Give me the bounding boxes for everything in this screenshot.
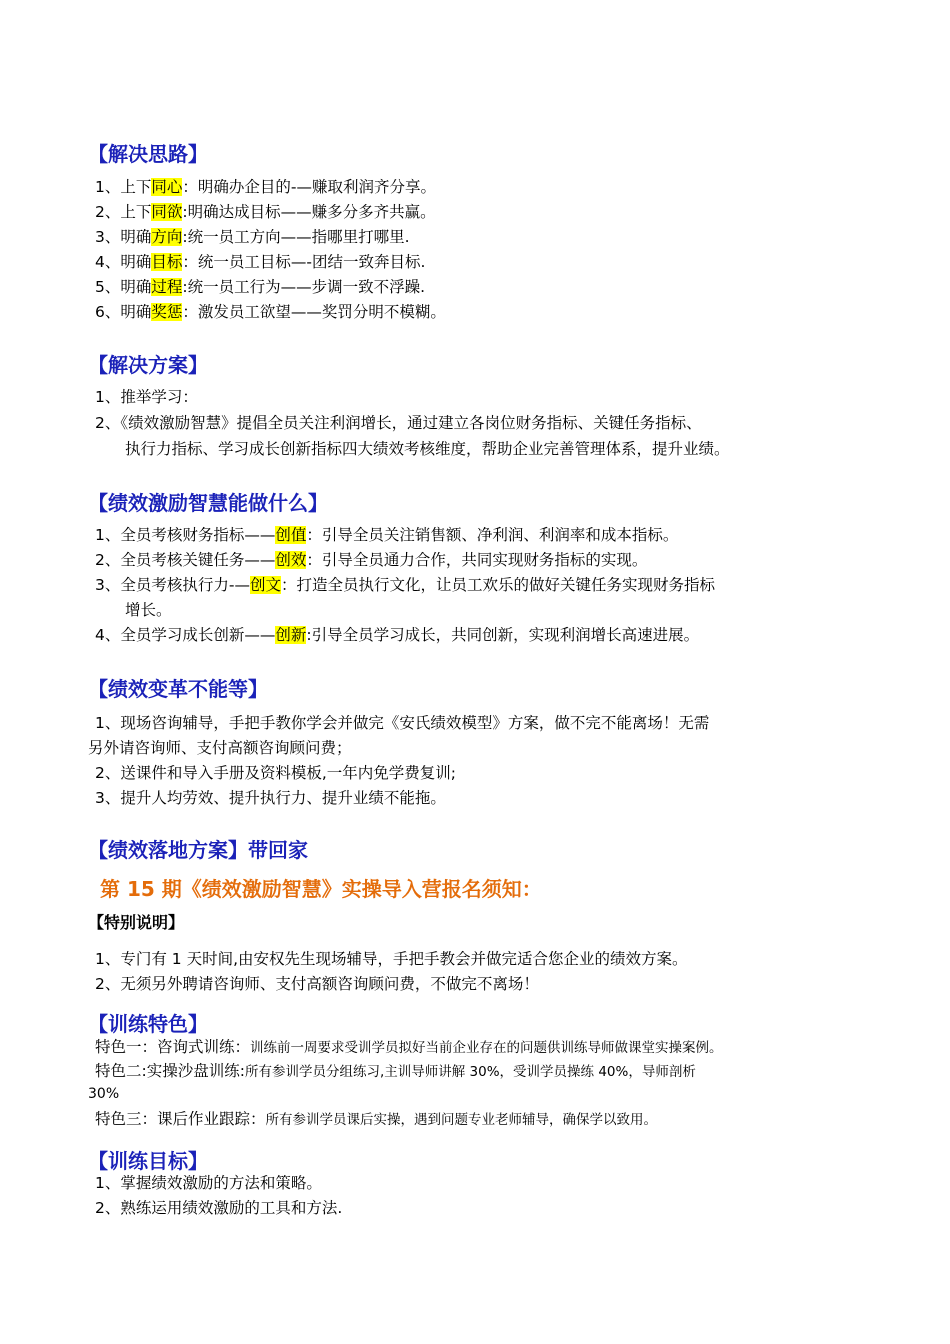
item-prefix: 1、全员考核财务指标——	[95, 526, 276, 544]
list-item-continuation: 增长。	[125, 601, 172, 619]
list-item: 3、提升人均劳效、提升执行力、提升业绩不能拖。	[95, 789, 446, 807]
section-title-what-can-do: 【绩效激励智慧能做什么】	[88, 491, 328, 515]
list-item	[95, 200, 436, 224]
list-item: 1、现场咨询辅导，手把手教你学会并做完《安氏绩效模型》方案，做不完不能离场！无需	[95, 714, 710, 732]
section-title-landing-plan: 【绩效落地方案】带回家	[88, 838, 308, 862]
feature-item	[95, 1107, 657, 1132]
list-item	[95, 250, 425, 274]
highlight-term: 过程	[151, 278, 183, 296]
item-text: :引导全员学习成长，共同创新，实现利润增长高速进展。	[306, 626, 700, 644]
feature-text: 训练前一周要求受训学员拟好当前企业存在的问题供训练导师做课堂实操案例。	[250, 1040, 723, 1056]
item-text: ：引导全员关注销售额、净利润、利润率和成本指标。	[306, 526, 679, 544]
section-title-solution-plan: 【解决方案】	[88, 353, 208, 377]
item-prefix: 6、明确	[95, 303, 152, 321]
feature-label: 特色二:实操沙盘训练:	[95, 1062, 245, 1080]
highlight-term: 创新	[275, 626, 307, 644]
section-title-training-features: 【训练特色】	[88, 1012, 208, 1036]
list-item	[95, 573, 715, 597]
item-prefix: 1、上下	[95, 178, 152, 196]
list-item	[95, 225, 410, 249]
item-text: ：打造全员执行文化，让员工欢乐的做好关键任务实现财务指标	[280, 576, 715, 594]
special-notes-title: 【特别说明】	[88, 913, 185, 932]
list-item	[95, 548, 647, 572]
list-item: 1、推举学习：	[95, 388, 198, 406]
item-text: ：统一员工目标—-团结一致奔目标.	[182, 253, 426, 271]
section-title-training-goals: 【训练目标】	[88, 1149, 208, 1173]
list-item	[95, 523, 678, 547]
item-prefix: 3、明确	[95, 228, 152, 246]
list-item: 2、送课件和导入手册及资料模板,一年内免学费复训;	[95, 764, 457, 782]
item-prefix: 4、全员学习成长创新——	[95, 626, 276, 644]
list-item-continuation: 另外请咨询师、支付高额咨询顾问费；	[88, 739, 352, 757]
highlight-term: 同心	[151, 178, 183, 196]
item-text: :明确达成目标——赚多分多齐共赢。	[182, 203, 436, 221]
feature-item	[95, 1059, 696, 1084]
highlight-term: 创文	[249, 576, 281, 594]
item-prefix: 2、全员考核关键任务——	[95, 551, 276, 569]
item-text: ：激发员工欲望——奖罚分明不模糊。	[182, 303, 446, 321]
item-prefix: 4、明确	[95, 253, 152, 271]
list-item: 1、专门有 1 天时间,由安权先生现场辅导，手把手教会并做完适合您企业的绩效方案。	[95, 950, 688, 968]
section-title-reform: 【绩效变革不能等】	[88, 677, 268, 701]
feature-text: 所有参训学员课后实操，遇到问题专业老师辅导，确保学以致用。	[265, 1112, 658, 1128]
item-prefix: 5、明确	[95, 278, 152, 296]
list-item-continuation: 执行力指标、学习成长创新指标四大绩效考核维度，帮助企业完善管理体系，提升业绩。	[125, 440, 730, 458]
list-item: 2、熟练运用绩效激励的工具和方法.	[95, 1199, 343, 1217]
list-item: 1、掌握绩效激励的方法和策略。	[95, 1174, 322, 1192]
feature-continuation: 30%	[88, 1086, 120, 1102]
list-item	[95, 175, 436, 199]
item-prefix: 2、上下	[95, 203, 152, 221]
section-title-solution-ideas: 【解决思路】	[88, 142, 208, 166]
feature-label: 特色一：咨询式训练：	[95, 1038, 251, 1056]
highlight-term: 同欲	[151, 203, 183, 221]
registration-headline: 第 15 期《绩效激励智慧》实操导入营报名须知：	[100, 877, 542, 901]
highlight-term: 方向	[151, 228, 183, 246]
highlight-term: 目标	[151, 253, 183, 271]
item-text: :统一员工方向——指哪里打哪里.	[182, 228, 410, 246]
feature-text: 所有参训学员分组练习,主训导师讲解 30%，受训学员操练 40%，导师剖析	[244, 1064, 696, 1080]
list-item	[95, 300, 446, 324]
feature-item	[95, 1035, 723, 1060]
feature-label: 特色三：课后作业跟踪：	[95, 1110, 266, 1128]
list-item	[95, 275, 425, 299]
list-item	[95, 623, 699, 647]
highlight-term: 创效	[275, 551, 307, 569]
list-item: 2、无须另外聘请咨询师、支付高额咨询顾问费，不做完不离场！	[95, 975, 539, 993]
highlight-term: 创值	[275, 526, 307, 544]
list-item: 2、《绩效激励智慧》提倡全员关注利润增长，通过建立各岗位财务指标、关键任务指标、	[95, 414, 702, 432]
highlight-term: 奖惩	[151, 303, 183, 321]
item-text: ：引导全员通力合作，共同实现财务指标的实现。	[306, 551, 648, 569]
item-prefix: 3、全员考核执行力-—	[95, 576, 250, 594]
item-text: :统一员工行为——步调一致不浮躁.	[182, 278, 426, 296]
item-text: ：明确办企目的-—赚取利润齐分享。	[182, 178, 436, 196]
